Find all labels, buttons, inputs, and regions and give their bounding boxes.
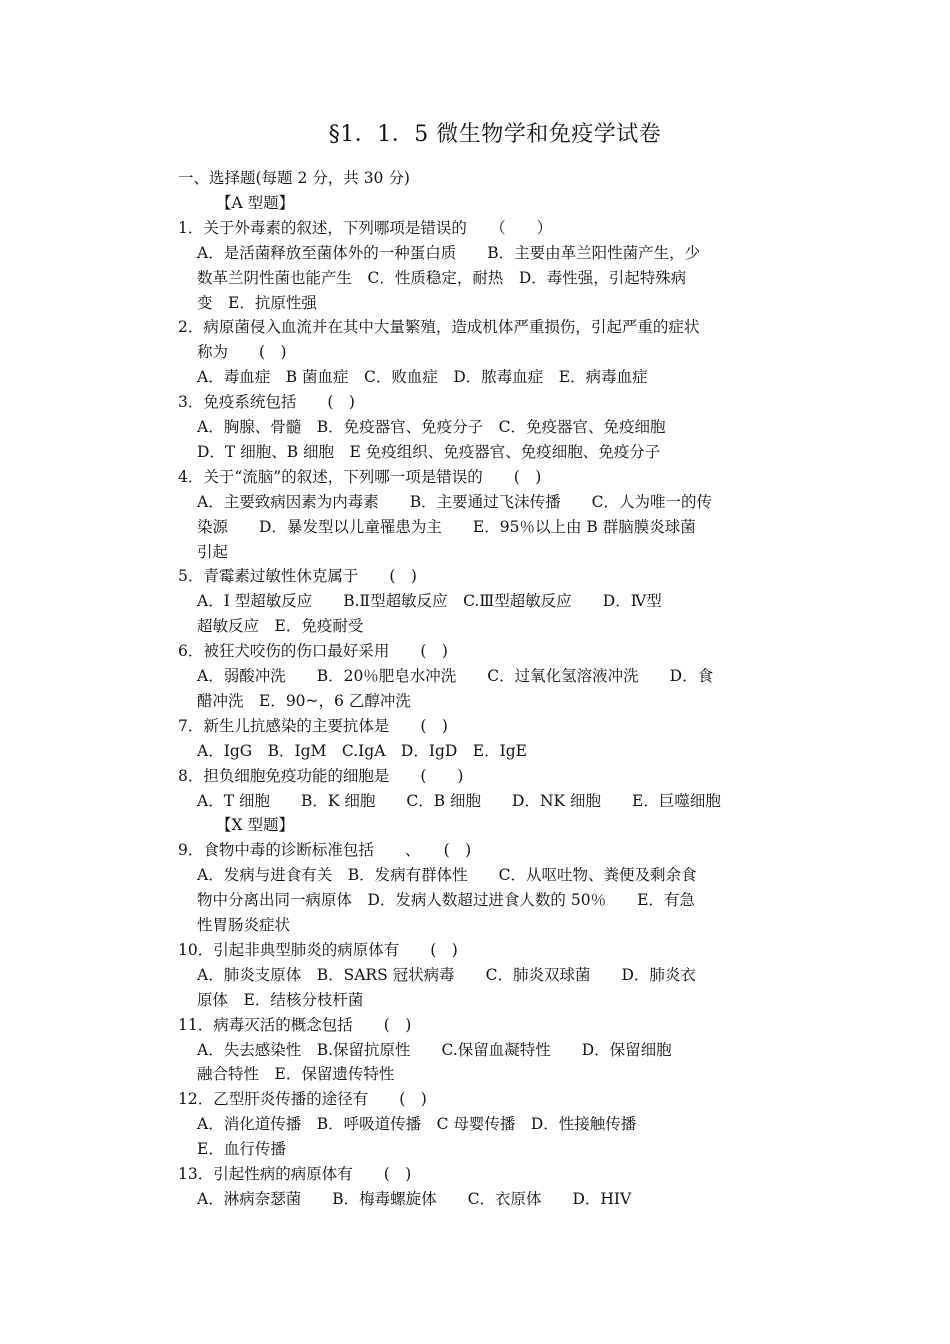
question-line: 1．关于外毒素的叙述，下列哪项是错误的 （ ） [178, 218, 553, 237]
option-line: A．T 细胞 B．K 细胞 C．B 细胞 D．NK 细胞 E．巨噬细胞 [197, 791, 721, 810]
option-line: A．毒血症 B 菌血症 C．败血症 D．脓毒血症 E．病毒血症 [197, 368, 648, 387]
option-line: A．肺炎支原体 B．SARS 冠状病毒 C．肺炎双球菌 D．肺炎衣 [197, 965, 696, 984]
option-line: E．血行传播 [197, 1140, 286, 1159]
option-line: 融合特性 E．保留遗传特性 [197, 1065, 395, 1084]
option-line: A．I 型超敏反应 B.Ⅱ型超敏反应 C.Ⅲ型超敏反应 D．Ⅳ型 [197, 592, 662, 611]
question-line: 7．新生儿抗感染的主要抗体是 ( ) [178, 716, 448, 735]
section-heading: 【A 型题】 [216, 193, 295, 212]
option-line: 醋冲洗 E．90~，6 乙醇冲洗 [197, 691, 411, 710]
option-line: 物中分离出同一病原体 D．发病人数超过进食人数的 50％ E．有急 [197, 891, 695, 910]
section-heading: 【X 型题】 [216, 816, 294, 835]
question-line: 一、选择题(每题 2 分，共 30 分) [178, 169, 410, 187]
option-line: A．主要致病因素为内毒素 B．主要通过飞沫传播 C．人为唯一的传 [197, 492, 712, 511]
question-line: 3．免疫系统包括 ( ) [178, 393, 355, 412]
option-line: 染源 D．暴发型以儿童罹患为主 E．95％以上由 B 群脑膜炎球菌 [197, 517, 696, 536]
question-line: 8．担负细胞免疫功能的细胞是 ( ) [178, 766, 464, 785]
option-line: 性胃肠炎症状 [197, 916, 291, 934]
question-line: 6．被狂犬咬伤的伤口最好采用 ( ) [178, 642, 448, 661]
question-line: 9．食物中毒的诊断标准包括 、 ( ) [178, 841, 472, 860]
option-line: 数革兰阴性菌也能产生 C．性质稳定，耐热 D．毒性强，引起特殊病 [197, 268, 687, 287]
option-line: A．是活菌释放至菌体外的一种蛋白质 B．主要由革兰阳性菌产生，少 [197, 243, 701, 262]
question-line: 2．病原菌侵入血流并在其中大量繁殖，造成机体严重损伤，引起严重的症状 [178, 318, 700, 337]
option-line: 原体 E．结核分枝杆菌 [197, 990, 364, 1009]
question-line: 10．引起非典型肺炎的病原体有 ( ) [178, 940, 458, 959]
option-line: 变 E．抗原性强 [197, 293, 317, 312]
question-line: 11．病毒灭活的概念包括 ( ) [178, 1015, 412, 1034]
option-line: A．弱酸冲洗 B．20％肥皂水冲洗 C．过氧化氢溶液冲洗 D．食 [197, 667, 714, 685]
question-line: 12．乙型肝炎传播的途径有 ( ) [178, 1090, 427, 1109]
question-line: 4．关于“流脑”的叙述，下列哪一项是错误的 ( ) [178, 467, 542, 486]
option-line: A．胸腺、骨髓 B．免疫器官、免疫分子 C．免疫器官、免疫细胞 [197, 418, 666, 436]
option-line: A．淋病奈瑟菌 B．梅毒螺旋体 C．衣原体 D．HIV [197, 1189, 632, 1208]
option-line: 称为 ( ) [197, 343, 287, 362]
page-title: §1．1．5 微生物学和免疫学试卷 [328, 122, 662, 147]
question-line: 13．引起性病的病原体有 ( ) [178, 1165, 412, 1183]
option-line: A．消化道传播 B．呼吸道传播 C 母婴传播 D．性接触传播 [197, 1115, 637, 1134]
question-line: 5．青霉素过敏性休克属于 ( ) [178, 567, 417, 586]
option-line: A．IgG B．IgM C.IgA D．IgD E．IgE [197, 741, 527, 760]
option-line: A．发病与进食有关 B．发病有群体性 C．从呕吐物、粪便及剩余食 [197, 866, 697, 885]
option-line: D．T 细胞、B 细胞 E 免疫组织、免疫器官、免疫细胞、免疫分子 [197, 442, 661, 461]
option-line: 引起 [197, 542, 229, 561]
option-line: A．失去感染性 B.保留抗原性 C.保留血凝特性 D．保留细胞 [197, 1040, 672, 1059]
option-line: 超敏反应 E．免疫耐受 [197, 617, 364, 636]
